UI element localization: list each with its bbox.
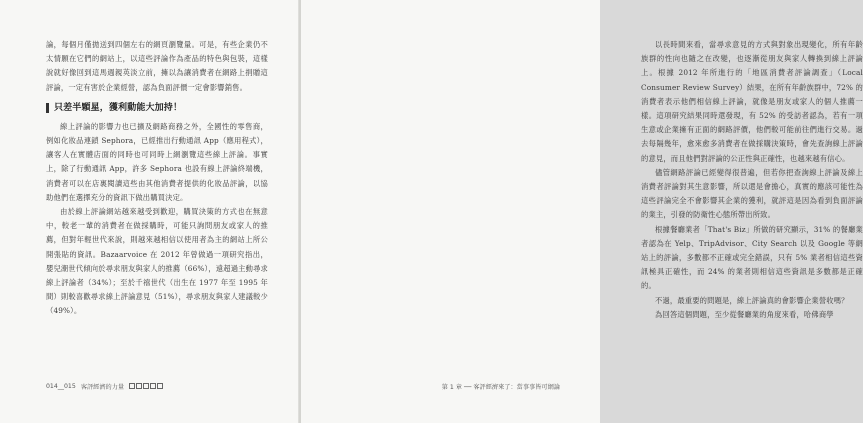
left-paragraph-1: 論，每個月僅拋送到四個左右的網頁瀏覽量。可是，有些企業仍不太情願在它們的網站上，以這些評論作為產品的特色與包裝，這樣說就好像回到這馬週親英淡立前，擁以為讓消費者在網路上捐贈這評論，一定有害於企業經營，認為負面評價一定會影響銷售。 — [46, 40, 268, 92]
right-paragraph-5: 為回答這個問題，至少從餐廳業的角度來看，哈佛商學 — [655, 309, 834, 319]
right-page — [301, 0, 863, 423]
right-paragraph-3: 根據餐廳業者「That's Biz」所做的研究顯示，31% 的餐廳業者認為在 Yelp、TripAdvisor、City Search 以及 Google 等網站上的評論，多數都不正確或完全錯誤，只有 5% 業者相信這些資訊極具正確性，而 24% 的業者則相信這些資訊是多數都是正確的。 — [641, 224, 863, 291]
square-icon — [136, 383, 142, 389]
right-paragraph-1: 以長時間來看，當尋求意見的方式與對象出現變化，所有年齡族群的性向也隨之在改變，也逐漸從朋友與家人轉換到線上評論上。根據 2012 年所進行的「地區消費者評論調查」（Local Consumer Review Survey）結果，在所有年齡族群中，72% 的消費者表示他們相信線上評論，就像是朋友或家人的個人推薦一樣。這項研究結果同時還發現，有 52% 的受訪者認為，若有一項生意或企業擁有正面的網路評價，他們較可能前往們進行交易。過去每隔幾年，愈來愈多消費者在做採購決策時，會先查詢線上評論的意見，而且他們對評論的公正性與正確性，也越來越有信心。 — [641, 40, 863, 163]
square-icon — [129, 383, 135, 389]
decorative-boxes — [129, 383, 163, 389]
section-heading — [46, 101, 268, 115]
right-paragraph-4: 不過，最重要的問題是，線上評論真的會影響企業營收嗎？ — [655, 295, 849, 305]
heading-bar-icon — [46, 103, 49, 113]
page-numbers: 014__015 — [46, 382, 76, 390]
left-footer — [46, 381, 163, 391]
square-icon — [157, 383, 163, 389]
section-heading-text: 只差半顆星，獲利動能大加持！ — [54, 102, 183, 113]
chapter-title: 第 1 章 ── 客評經濟來了：當事事皆可網論 — [441, 383, 560, 391]
left-paragraph-2: 線上評論的影響力也已擴及網路商務之外，全國性的零售商，例如化妝品連鎖 Sephora，已經推出行動通訊 App（應用程式），讓客人在實體店面的同時也可同時上網瀏覽這些線上評論。事實上，除了行動通訊 App，許多 Sephora 也設有線上評論終端機，消費者可以在店裏閱讀這些由其他消費者提供的化妝品評論，以協助他們在選擇充分的資訊下做出購買決定。 — [46, 121, 268, 202]
right-paragraph-2: 儘管網路評論已經變得很普遍，但若你把查詢線上評論及線上消費者評論對其生意影響，所以還是會擔心，真實的應該可能性為這些評論完全不會影響其企業的獲利，就評這是因為看到負面評論的業主，引發的防衛性心態所帶出所致。 — [641, 167, 863, 220]
right-footer — [442, 381, 560, 391]
left-paragraph-3: 由於線上評論網站越來越受到歡迎，購買決策的方式也在無意中，較老一輩的消費者在做採購時，可能只詢問朋友或家人的推薦，但對年輕世代來說，則越來越相信以使用者為主的網站上所公開張貼的資訊。Bazaarvoice 在 2012 年曾做過一項研究指出，嬰兒潮世代傾向於尋求朋友與家人的推薦（66%），遠超過主動尋求線上評論者（34%）；至於千禧世代（出生在 1977 年至 1995 年間）則較喜歡尋求線上評論意見（51%），尋求朋友與家人建議較少（49%）。 — [46, 207, 268, 316]
square-icon — [150, 383, 156, 389]
left-page — [0, 0, 299, 423]
left-page-text — [46, 38, 268, 319]
book-title: 客評經濟的力量 — [80, 383, 125, 391]
square-icon — [143, 383, 149, 389]
right-page-text — [641, 38, 863, 322]
